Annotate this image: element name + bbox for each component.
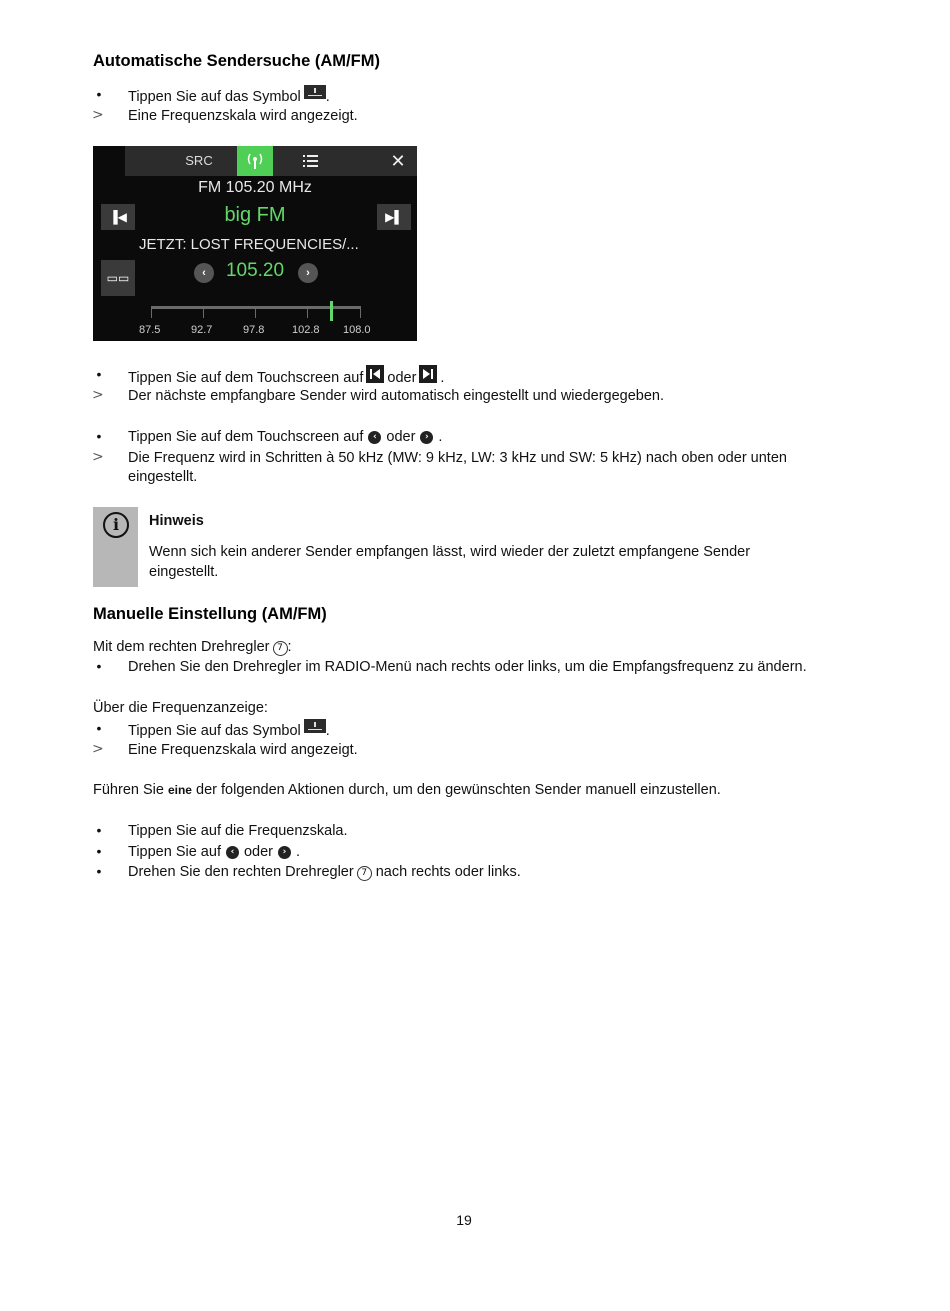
instruction-tap-arrows: Tippen Sie auf ‹ oder › . (128, 844, 301, 860)
scale-symbol-icon (304, 719, 326, 733)
note-text: Wenn sich kein anderer Sender empfangen lässt, wird wieder der zuletzt empfangene Sender (149, 544, 751, 560)
result-arrow: > (92, 387, 104, 403)
page-number: 19 (456, 1212, 472, 1228)
radio-now-playing: JETZT: LOST FREQUENCIES/... (139, 236, 359, 253)
scale-tick (151, 306, 152, 318)
result-scale-shown: Eine Frequenzskala wird angezeigt. (128, 108, 358, 124)
tune-up-icon: › (278, 846, 291, 859)
bullet: • (96, 428, 102, 444)
tab-src: SRC (185, 153, 213, 168)
list-icon (293, 146, 329, 176)
knob-number-icon: 7 (273, 641, 288, 656)
settings-tools-icon: ✕ (379, 146, 417, 176)
tune-down-icon: ‹ (226, 846, 239, 859)
scale-tick (203, 306, 204, 318)
knob-number-icon: 7 (357, 866, 372, 881)
instruction-turn-right-knob: Drehen Sie den rechten Drehregler 7 nach rechts oder links. (128, 864, 521, 880)
section-heading-manual: Manuelle Einstellung (AM/FM) (93, 605, 327, 623)
scale-tick (360, 306, 361, 318)
note-sidebar (93, 507, 138, 587)
bullet: • (96, 822, 102, 838)
instruction-tap-scale: Tippen Sie auf die Frequenzskala. (128, 823, 348, 839)
tune-up-icon: › (298, 263, 318, 283)
instruction-tap-symbol-2: Tippen Sie auf das Symbol . (128, 719, 330, 741)
scale-symbol-icon (304, 85, 326, 99)
manual-knob-intro: Mit dem rechten Drehregler 7 : (93, 639, 292, 655)
radio-screenshot (93, 146, 417, 341)
note-text-cont: eingestellt. (149, 564, 219, 580)
skip-previous-icon: ▐◀ (101, 204, 135, 230)
result-arrow: > (92, 107, 104, 123)
section-heading-auto-search: Automatische Sendersuche (AM/FM) (93, 52, 380, 70)
tune-down-icon: ‹ (368, 431, 381, 444)
scale-label: 108.0 (343, 324, 371, 336)
bullet: • (96, 658, 102, 674)
layout-toggle-icon: ▭▭ (101, 260, 135, 296)
result-step-tuning-cont: eingestellt. (128, 469, 198, 485)
tune-up-icon: › (420, 431, 433, 444)
tune-down-icon: ‹ (194, 263, 214, 283)
scale-label: 97.8 (243, 324, 265, 336)
result-arrow: > (92, 449, 104, 465)
instruction-touch-skip: Tippen Sie auf dem Touchscreen auf oder . (128, 365, 444, 388)
bullet: • (96, 86, 102, 102)
radio-frequency-line: FM 105.20 MHz (198, 179, 312, 196)
instruction-turn-knob: Drehen Sie den Drehregler im RADIO-Menü nach rechts oder links, um die Empfangsfrequenz zu ändern. (128, 659, 807, 675)
bullet: • (96, 366, 102, 382)
instruction-touch-tune: Tippen Sie auf dem Touchscreen auf ‹ oder › . (128, 429, 443, 445)
scale-label: 92.7 (191, 324, 213, 336)
manual-actions-intro: Führen Sie eine der folgenden Aktionen durch, um den gewünschten Sender manuell einzustellen. (93, 782, 721, 798)
antenna-icon (237, 146, 273, 176)
radio-frequency-value: 105.20 (225, 260, 285, 281)
scale-tick (307, 306, 308, 318)
frequency-marker (330, 301, 333, 321)
info-icon: i (103, 512, 129, 538)
bullet: • (96, 720, 102, 736)
instruction-tap-symbol: Tippen Sie auf das Symbol . (128, 85, 330, 107)
skip-next-icon (419, 365, 437, 383)
result-arrow: > (92, 741, 104, 757)
scale-tick (255, 306, 256, 318)
result-next-station: Der nächste empfangbare Sender wird automatisch eingestellt und wiedergegeben. (128, 388, 665, 404)
skip-next-icon: ▶▌ (377, 204, 411, 230)
bullet: • (96, 863, 102, 879)
note-title: Hinweis (149, 513, 204, 529)
skip-previous-icon (366, 365, 384, 383)
result-scale-shown-2: Eine Frequenzskala wird angezeigt. (128, 742, 358, 758)
radio-station-name: big FM (224, 204, 286, 226)
result-step-tuning: Die Frequenz wird in Schritten à 50 kHz (MW: 9 kHz, LW: 3 kHz und SW: 5 kHz) nach oben oder unten (128, 450, 787, 466)
manual-display-intro: Über die Frequenzanzeige: (93, 700, 268, 716)
scale-label: 102.8 (292, 324, 320, 336)
bullet: • (96, 843, 102, 859)
scale-label: 87.5 (139, 324, 161, 336)
